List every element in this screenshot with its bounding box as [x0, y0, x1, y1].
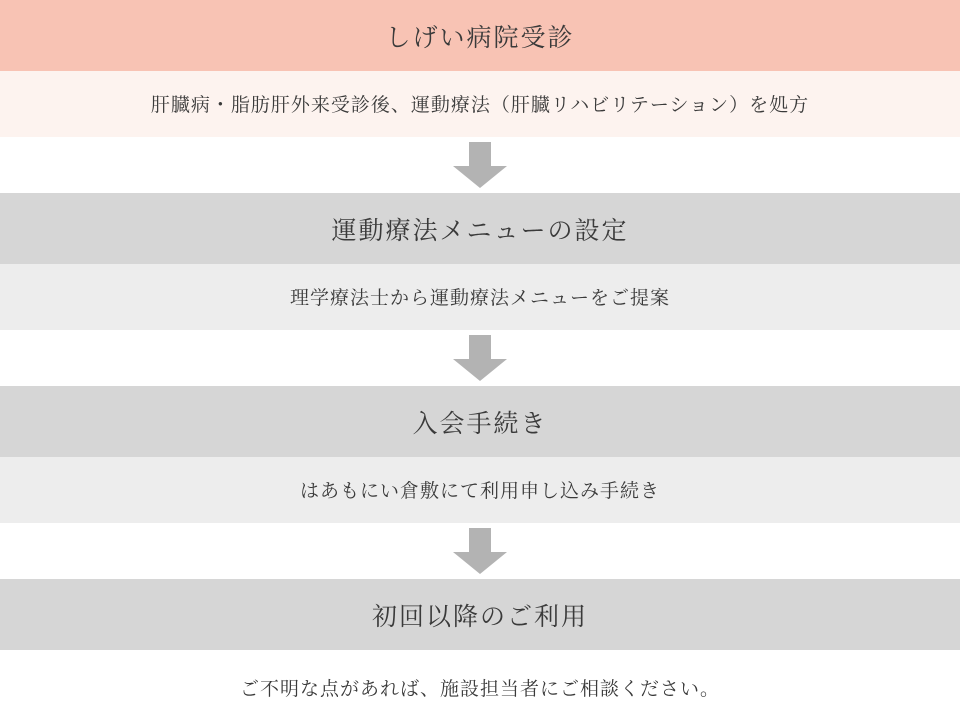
flow-step-4 [0, 579, 960, 721]
flow-arrow-2 [0, 330, 960, 386]
down-arrow-icon [453, 528, 507, 574]
flow-step-2-description: 理学療法士から運動療法メニューをご提案 [0, 264, 960, 330]
flow-step-3 [0, 386, 960, 523]
flow-step-4-title: 初回以降のご利用 [0, 579, 960, 650]
flow-step-1-title: しげい病院受診 [0, 0, 960, 71]
flow-arrow-3 [0, 523, 960, 579]
down-arrow-icon [453, 142, 507, 188]
flow-step-1-description: 肝臓病・脂肪肝外来受診後、運動療法（肝臓リハビリテーション）を処方 [0, 71, 960, 137]
flow-step-2 [0, 193, 960, 330]
down-arrow-icon [453, 335, 507, 381]
flow-step-3-title: 入会手続き [0, 386, 960, 457]
flow-step-3-description: はあもにい倉敷にて利用申し込み手続き [0, 457, 960, 523]
flow-step-4-description: ご不明な点があれば、施設担当者にご相談ください。 [0, 650, 960, 721]
flow-arrow-1 [0, 137, 960, 193]
flow-step-1 [0, 0, 960, 137]
flow-step-2-title: 運動療法メニューの設定 [0, 193, 960, 264]
